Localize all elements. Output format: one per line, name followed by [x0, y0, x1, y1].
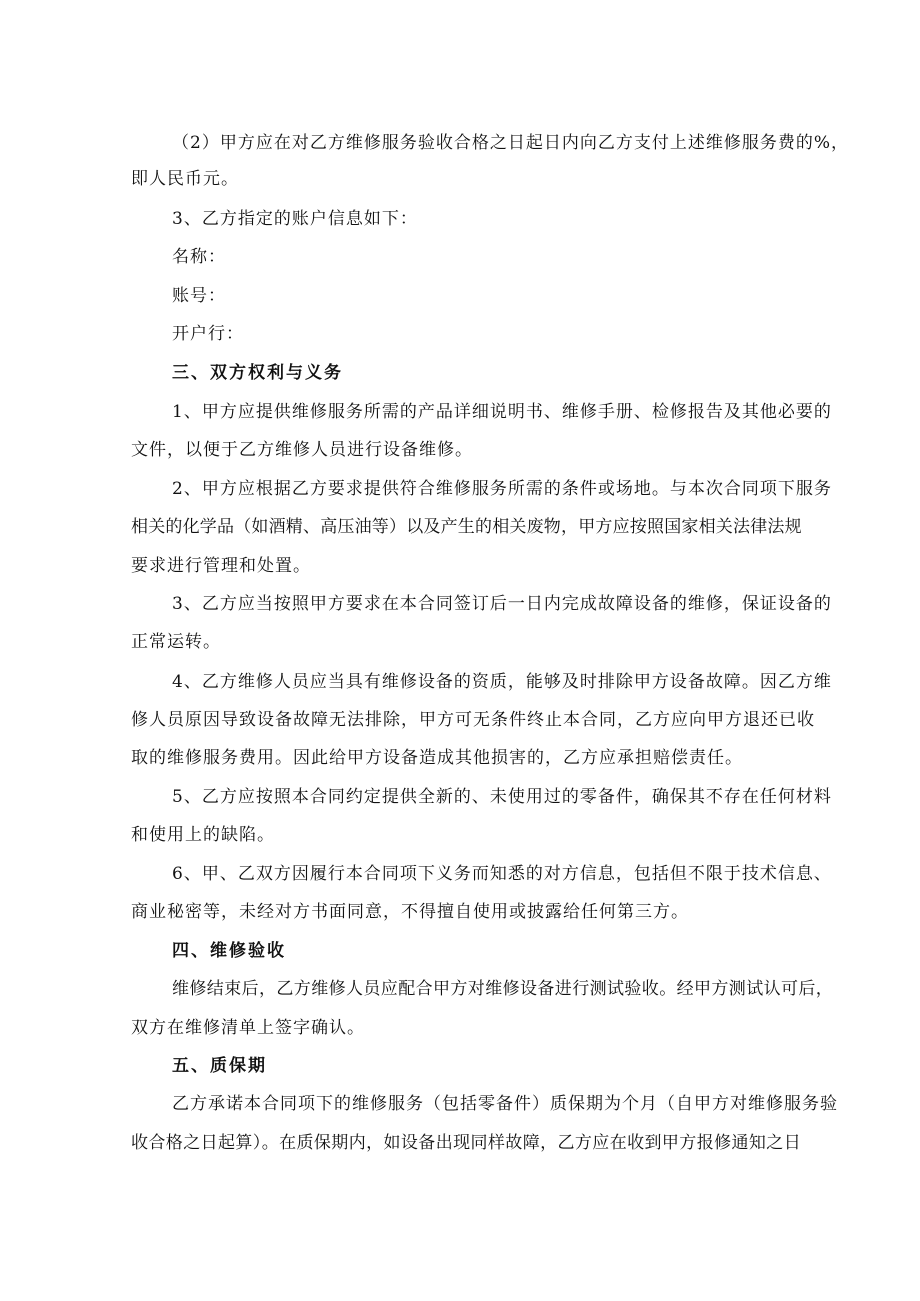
- paragraph-line: 双方在维修清单上签字确认。: [131, 1018, 365, 1038]
- section-heading: 四、维修验收: [172, 941, 286, 961]
- paragraph-line: 正常运转。: [131, 632, 221, 652]
- paragraph-line: 相关的化学品（如酒精、高压油等）以及产生的相关废物，甲方应按照国家相关法律法规: [131, 517, 802, 537]
- section-heading: 三、双方权利与义务: [172, 363, 343, 383]
- paragraph-line: 收合格之日起算）。在质保期内，如设备出现同样故障，乙方应在收到甲方报修通知之日: [131, 1133, 802, 1153]
- paragraph-line: 取的维修服务费用。因此给甲方设备造成其他损害的，乙方应承担赔偿责任。: [131, 748, 743, 768]
- paragraph-line: 和使用上的缺陷。: [131, 825, 275, 845]
- paragraph-line: 6、甲、乙双方因履行本合同项下义务而知悉的对方信息，包括但不限于技术信息、: [172, 864, 832, 884]
- paragraph-line: 1、甲方应提供维修服务所需的产品详细说明书、维修手册、检修报告及其他必要的: [172, 402, 832, 422]
- section-heading: 五、质保期: [172, 1056, 267, 1076]
- paragraph-line: 文件，以便于乙方维修人员进行设备维修。: [131, 440, 473, 460]
- field-label-name: 名称：: [172, 247, 226, 267]
- paragraph-line: 要求进行管理和处置。: [131, 556, 311, 576]
- paragraph-line: 即人民币元。: [131, 169, 239, 189]
- paragraph-line: 4、乙方维修人员应当具有维修设备的资质，能够及时排除甲方设备故障。因乙方维: [172, 672, 832, 692]
- paragraph-line: 3、乙方指定的账户信息如下：: [172, 209, 418, 229]
- paragraph-line: 2、甲方应根据乙方要求提供符合维修服务所需的条件或场地。与本次合同项下服务: [172, 479, 832, 499]
- paragraph-line: 商业秘密等，未经对方书面同意，不得擅自使用或披露给任何第三方。: [131, 902, 689, 922]
- paragraph-line: 乙方承诺本合同项下的维修服务（包括零备件）质保期为个月（自甲方对维修服务验: [172, 1094, 838, 1114]
- paragraph-line: 修人员原因导致设备故障无法排除，甲方可无条件终止本合同，乙方应向甲方退还已收: [131, 710, 815, 730]
- paragraph-line: 3、乙方应当按照甲方要求在本合同签订后一日内完成故障设备的维修，保证设备的: [172, 594, 832, 614]
- paragraph-line: （2）甲方应在对乙方维修服务验收合格之日起日内向乙方支付上述维修服务费的%，: [172, 133, 849, 153]
- field-label-account: 账号：: [172, 286, 226, 306]
- field-label-bank: 开户行：: [172, 324, 244, 344]
- paragraph-line: 维修结束后，乙方维修人员应配合甲方对维修设备进行测试验收。经甲方测试认可后，: [172, 979, 834, 999]
- paragraph-line: 5、乙方应按照本合同约定提供全新的、未使用过的零备件，确保其不存在任何材料: [172, 787, 832, 807]
